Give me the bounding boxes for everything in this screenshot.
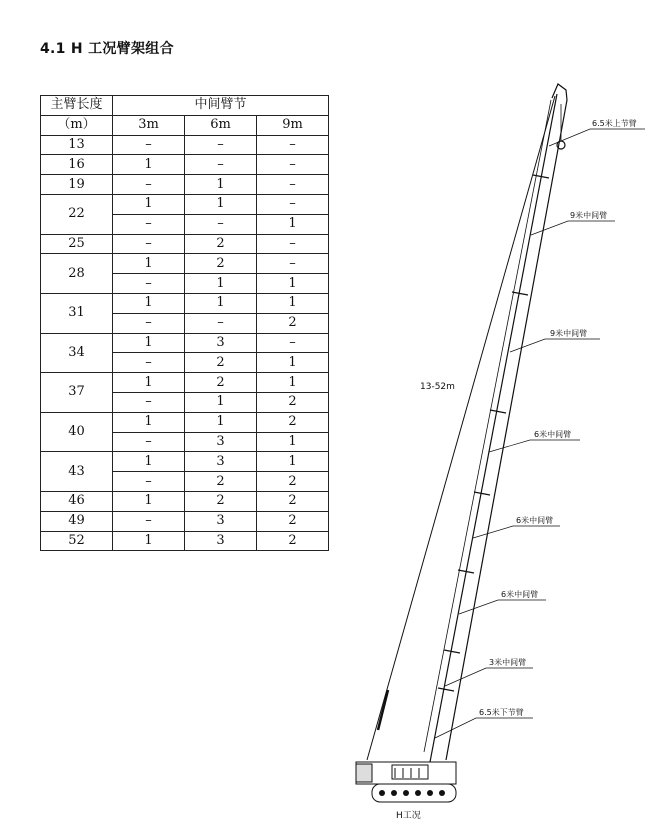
count-9m-cell: –: [257, 254, 329, 274]
count-9m-cell: –: [257, 175, 329, 195]
count-3m-cell: –: [113, 511, 185, 531]
count-6m-cell: –: [185, 155, 257, 175]
header-3m: 3m: [113, 115, 185, 135]
count-9m-cell: 1: [257, 373, 329, 393]
count-3m-cell: 1: [113, 333, 185, 353]
boom-length-cell: 19: [41, 175, 113, 195]
count-6m-cell: 2: [185, 472, 257, 492]
count-9m-cell: 2: [257, 392, 329, 412]
count-9m-cell: –: [257, 194, 329, 214]
joint-2: [512, 292, 528, 295]
boom-length-cell: 37: [41, 373, 113, 413]
boom-length-range: 13-52m: [420, 382, 455, 392]
count-9m-cell: –: [257, 135, 329, 155]
count-6m-cell: 2: [185, 491, 257, 511]
boom-length-cell: 34: [41, 333, 113, 373]
label-6m-section-3: 6米中间臂: [501, 590, 539, 599]
count-6m-cell: 3: [185, 531, 257, 551]
boom-length-cell: 31: [41, 293, 113, 333]
joint-3: [490, 410, 506, 413]
count-9m-cell: 1: [257, 274, 329, 294]
count-6m-cell: 1: [185, 175, 257, 195]
label-top-section: 6.5米上节臂: [592, 119, 637, 128]
count-3m-cell: 1: [113, 373, 185, 393]
cab: [392, 765, 428, 779]
count-3m-cell: 1: [113, 293, 185, 313]
label-6m-section-1: 6米中间臂: [534, 430, 572, 439]
count-3m-cell: –: [113, 274, 185, 294]
joint-4: [474, 492, 490, 495]
boom-length-cell: 22: [41, 194, 113, 234]
count-3m-cell: 1: [113, 531, 185, 551]
count-6m-cell: 1: [185, 274, 257, 294]
count-6m-cell: 3: [185, 452, 257, 472]
count-9m-cell: 2: [257, 491, 329, 511]
count-3m-cell: 1: [113, 254, 185, 274]
count-9m-cell: 1: [257, 452, 329, 472]
label-bottom-section: 6.5米下节臂: [479, 708, 524, 717]
count-3m-cell: –: [113, 214, 185, 234]
count-6m-cell: 3: [185, 333, 257, 353]
label-9m-section-2: 9米中间臂: [550, 329, 588, 338]
count-6m-cell: 2: [185, 373, 257, 393]
header-main-boom-length: 主臂长度: [41, 96, 113, 116]
count-3m-cell: 1: [113, 155, 185, 175]
count-9m-cell: 2: [257, 511, 329, 531]
count-9m-cell: 2: [257, 531, 329, 551]
count-3m-cell: –: [113, 432, 185, 452]
count-3m-cell: –: [113, 472, 185, 492]
count-9m-cell: –: [257, 155, 329, 175]
count-9m-cell: 1: [257, 214, 329, 234]
count-6m-cell: 2: [185, 254, 257, 274]
boom-length-cell: 16: [41, 155, 113, 175]
count-6m-cell: –: [185, 214, 257, 234]
label-6m-section-2: 6米中间臂: [516, 516, 554, 525]
count-6m-cell: 3: [185, 432, 257, 452]
label-3m-section: 3米中间臂: [489, 658, 527, 667]
count-9m-cell: 2: [257, 472, 329, 492]
count-3m-cell: 1: [113, 412, 185, 432]
boom-lattice: [367, 84, 567, 762]
count-6m-cell: 3: [185, 511, 257, 531]
counterweight: [356, 764, 372, 782]
count-9m-cell: 2: [257, 412, 329, 432]
count-6m-cell: –: [185, 313, 257, 333]
pendant-line: [367, 96, 555, 760]
section-heading: 4.1 H 工况臂架组合: [40, 41, 174, 57]
joint-7: [438, 688, 454, 691]
boom-length-cell: 52: [41, 531, 113, 551]
header-9m: 9m: [257, 115, 329, 135]
boom-length-cell: 46: [41, 491, 113, 511]
count-3m-cell: –: [113, 234, 185, 254]
count-9m-cell: –: [257, 234, 329, 254]
joint-6: [444, 650, 460, 653]
diagram-caption: H工况: [396, 811, 421, 821]
count-6m-cell: 1: [185, 412, 257, 432]
boom-length-cell: 13: [41, 135, 113, 155]
count-9m-cell: 2: [257, 313, 329, 333]
count-3m-cell: –: [113, 175, 185, 195]
boom-length-cell: 40: [41, 412, 113, 452]
count-6m-cell: 1: [185, 194, 257, 214]
label-9m-section-1: 9米中间臂: [570, 211, 608, 220]
count-3m-cell: –: [113, 313, 185, 333]
boom-length-cell: 28: [41, 254, 113, 294]
boom-length-cell: 25: [41, 234, 113, 254]
count-6m-cell: 2: [185, 353, 257, 373]
count-3m-cell: –: [113, 135, 185, 155]
count-3m-cell: 1: [113, 194, 185, 214]
count-3m-cell: 1: [113, 491, 185, 511]
count-6m-cell: 2: [185, 234, 257, 254]
count-6m-cell: 1: [185, 293, 257, 313]
header-6m: 6m: [185, 115, 257, 135]
mast: [378, 690, 388, 730]
count-9m-cell: 1: [257, 432, 329, 452]
count-9m-cell: –: [257, 333, 329, 353]
count-6m-cell: –: [185, 135, 257, 155]
count-3m-cell: –: [113, 353, 185, 373]
count-3m-cell: –: [113, 392, 185, 412]
boom-length-cell: 49: [41, 511, 113, 531]
boom-length-cell: 43: [41, 452, 113, 492]
count-9m-cell: 1: [257, 353, 329, 373]
count-6m-cell: 1: [185, 392, 257, 412]
header-unit: （m）: [41, 115, 113, 135]
count-3m-cell: 1: [113, 452, 185, 472]
count-9m-cell: 1: [257, 293, 329, 313]
header-intermediate-sections: 中间臂节: [113, 96, 329, 116]
